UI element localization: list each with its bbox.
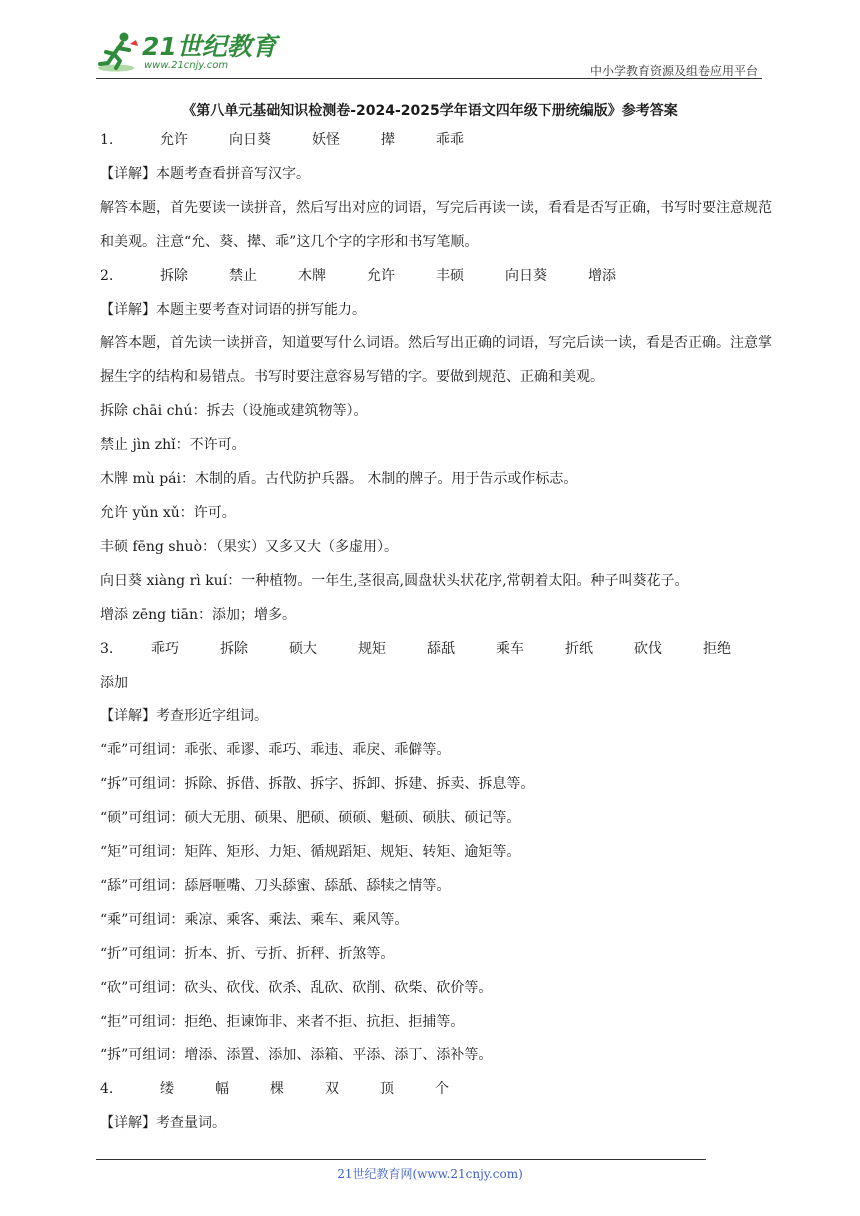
q4-answers: [100, 1073, 772, 1107]
word-group-line: “舔”可组词：舔唇咂嘴、刀头舔蜜、舔舐、舔犊之情等。: [100, 877, 451, 894]
answer-word: 拆除: [160, 267, 188, 284]
answer-word: 顶: [380, 1081, 394, 1098]
header-divider: [96, 78, 762, 79]
answer-word: 拆除: [220, 640, 248, 657]
answer-word: 丰硕: [436, 267, 464, 284]
word-group-line: “乖”可组词：乖张、乖谬、乖巧、乖违、乖戾、乖僻等。: [100, 742, 451, 759]
answer-word: 撵: [381, 132, 395, 148]
answer-word: 允许: [367, 267, 395, 284]
q1-explanation: 解答本题，首先要读一读拼音，然后写出对应的词语，写完后再读一读，看看是否写正确，书写时要注意规范和美观。注意“允、葵、撵、乖”这几个字的字形和书写笔顺。: [100, 199, 772, 250]
q2-explanation: 解答本题，首先读一读拼音，知道要写什么词语。然后写出正确的词语，写完后读一读，看是否正确。注意掌握生字的结构和易错点。书写时要注意容易写错的字。要做到规范、正确和美观。: [100, 335, 772, 386]
word-group-line: “拒”可组词：拒绝、拒谏饰非、来者不拒、抗拒、拒捕等。: [100, 1013, 465, 1030]
answer-word: 乖乖: [436, 132, 464, 148]
footer-link[interactable]: 21世纪教育网(www.21cnjy.com): [337, 1167, 523, 1181]
answer-word: 双: [325, 1081, 339, 1098]
word-group-line: “乘”可组词：乘凉、乘客、乘法、乘车、乘风等。: [100, 911, 409, 928]
q2-number: 2.: [100, 267, 114, 284]
q4-detail: 【详解】考查量词。: [100, 1115, 226, 1132]
platform-name: 中小学教育资源及组卷应用平台: [589, 64, 758, 78]
word-group-line: “拆”可组词：增添、添置、添加、添箱、平添、添丁、添补等。: [100, 1047, 493, 1064]
q1-answers: [100, 124, 772, 158]
footer-divider: [96, 1159, 706, 1160]
answer-word: 个: [435, 1081, 449, 1098]
answer-word: 增添: [588, 267, 616, 284]
logo-title: 21世纪教育: [142, 31, 277, 61]
answer-word: 砍伐: [634, 640, 662, 657]
answer-word: 折纸: [565, 640, 593, 657]
word-group-line: “砍”可组词：砍头、砍伐、砍杀、乱砍、砍削、砍柴、砍价等。: [100, 979, 493, 996]
q3-detail: 【详解】考查形近字组词。: [100, 708, 268, 725]
answer-word: 乘车: [496, 640, 524, 657]
word-group-line: “矩”可组词：矩阵、矩形、力矩、循规蹈矩、规矩、转矩、逾矩等。: [100, 844, 521, 861]
answer-word: 舔舐: [427, 640, 455, 657]
definition-line: 增添 zēng tiān：添加；增多。: [100, 606, 297, 623]
answer-word: 拒绝: [703, 640, 731, 657]
definition-line: 禁止 jìn zhǐ：不许可。: [100, 437, 246, 454]
q1-detail: 【详解】本题考查看拼音写汉字。: [100, 165, 310, 182]
answer-word: 规矩: [358, 640, 386, 657]
word-group-line: “拆”可组词：拆除、拆借、拆散、拆字、拆卸、拆建、拆卖、拆息等。: [100, 776, 535, 793]
answer-word: 棵: [270, 1081, 284, 1098]
q1-number: 1.: [100, 132, 114, 148]
definition-line: 拆除 chāi chú：拆去（设施或建筑物等）。: [100, 403, 368, 420]
answer-word: 向日葵: [505, 267, 547, 284]
answer-content: [100, 124, 772, 1141]
q3-number: 3.: [100, 640, 114, 657]
definition-line: 允许 yǔn xǔ：许可。: [100, 504, 236, 521]
definition-line: 木牌 mù pái：木制的盾。古代防护兵器。 木制的牌子。用于告示或作标志。: [100, 471, 578, 488]
word-group-line: “硕”可组词：硕大无朋、硕果、肥硕、硕硕、魁硕、硕肤、硕记等。: [100, 810, 521, 827]
q3-answers-continued: 添加: [100, 674, 128, 691]
answer-word: 向日葵: [229, 132, 271, 148]
answer-word: 允许: [160, 132, 188, 148]
answer-word: 妖怪: [312, 132, 340, 148]
answer-word: 乖巧: [151, 640, 179, 657]
definition-line: 丰硕 fēng shuò：（果实）又多又大（多虚用）。: [100, 538, 398, 555]
logo-url: www.21cnjy.com: [144, 59, 229, 71]
answer-word: 幅: [215, 1081, 229, 1098]
answer-word: 硕大: [289, 640, 317, 657]
q4-number: 4.: [100, 1081, 114, 1098]
q2-detail: 【详解】本题主要考查对词语的拼写能力。: [100, 301, 366, 318]
q3-answers: [100, 633, 772, 667]
q2-answers: [100, 260, 772, 294]
page-title: 《第八单元基础知识检测卷-2024-2025学年语文四年级下册统编版》参考答案: [182, 103, 678, 119]
answer-word: 缕: [160, 1081, 174, 1098]
definition-line: 向日葵 xiàng rì kuí：一种植物。一年生,茎很高,圆盘状头状花序,常朝着太阳。种子叫葵花子。: [100, 572, 689, 589]
word-group-line: “折”可组词：折本、折、亏折、折秤、折煞等。: [100, 945, 395, 962]
logo: [96, 30, 277, 74]
page-header: [96, 30, 760, 80]
answer-word: 木牌: [298, 267, 326, 284]
answer-word: 禁止: [229, 267, 257, 284]
runner-logo-icon: [96, 30, 140, 74]
